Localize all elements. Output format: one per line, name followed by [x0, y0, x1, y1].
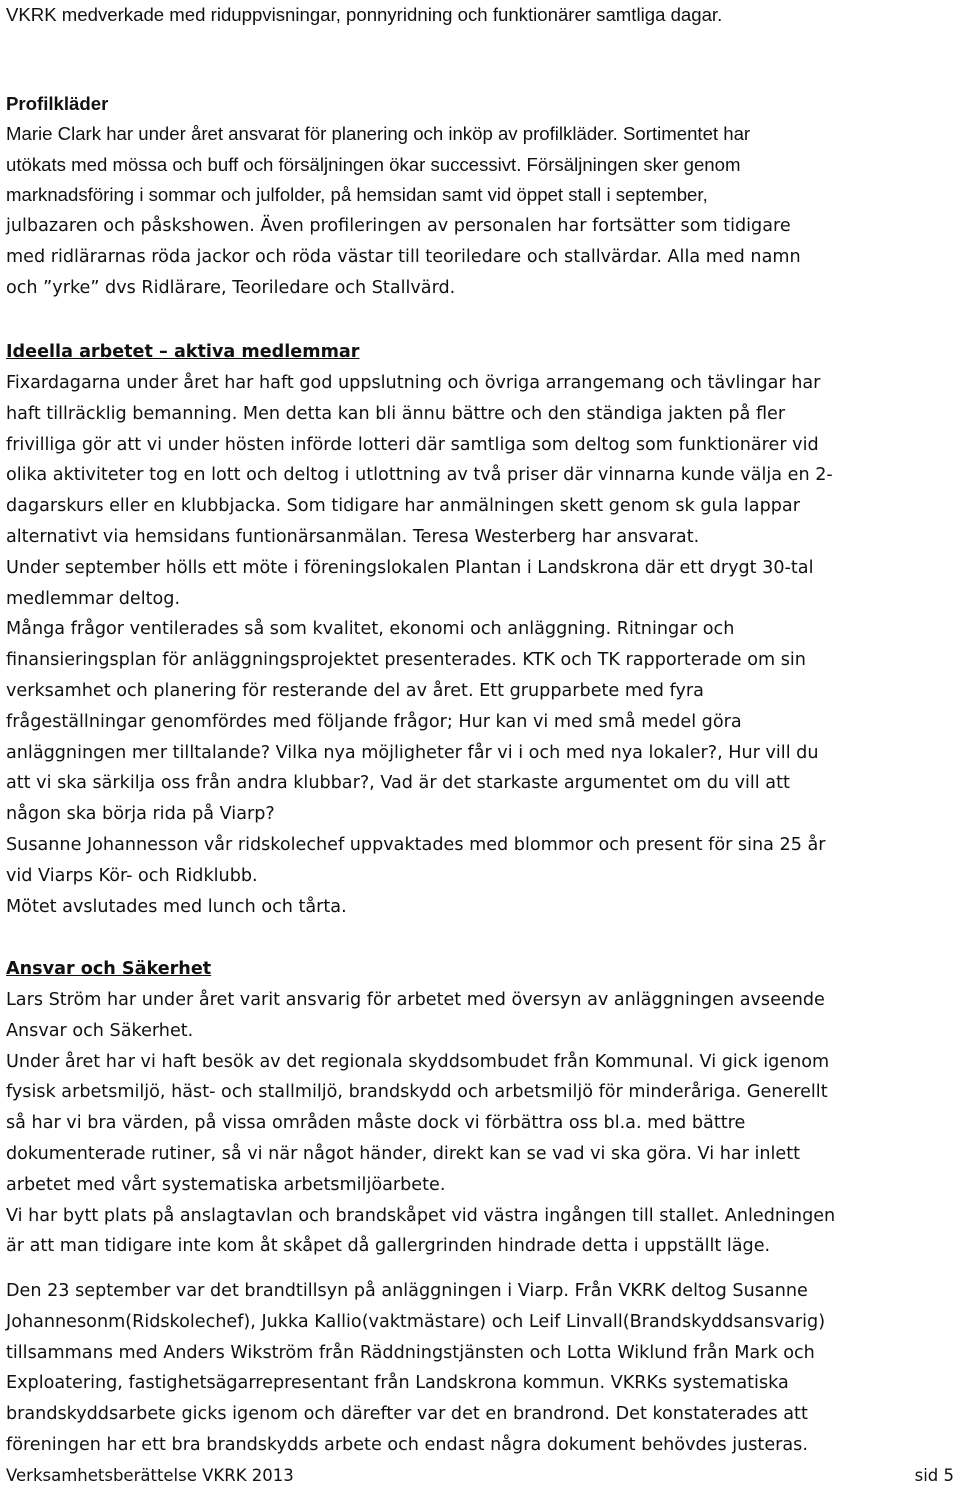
ideella-paragraph — [6, 368, 833, 922]
paragraph-line: Många frågor ventilerades så som kvalitet, ekonomi och anläggning. Ritningar och — [6, 619, 735, 640]
paragraph-line: Under september hölls ett möte i föreningslokalen Plantan i Landskrona där ett drygt 30-tal — [6, 557, 814, 578]
paragraph-line: finansieringsplan för anläggningsprojektet presenterades. KTK och TK rapporterade om sin — [6, 650, 806, 671]
ansvar-heading: Ansvar och Säkerhet — [6, 959, 212, 979]
intro-line: VKRK medverkade med riduppvisningar, ponnyridning och funktionärer samtliga dagar. — [6, 4, 723, 25]
paragraph-line: verksamhet och planering för resterande del av året. Ett grupparbete med fyra — [6, 680, 704, 701]
paragraph-line: haft tillräcklig bemanning. Men detta kan bli ännu bättre och den ständiga jakten på fler — [6, 403, 786, 424]
paragraph-line: vid Viarps Kör- och Ridklubb. — [6, 865, 258, 886]
paragraph-line: Vi har bytt plats på anslagtavlan och brandskåpet vid västra ingången till stallet. Anledningen — [6, 1205, 836, 1226]
paragraph-line: så har vi bra värden, på vissa områden måste dock vi förbättra oss bl.a. med bättre — [6, 1113, 746, 1134]
paragraph-line: utökats med mössa och buff och försäljningen ökar successivt. Försäljningen sker genom — [6, 153, 741, 175]
paragraph-line: dagarskurs eller en klubbjacka. Som tidigare har anmälningen skett genom sk gula lappar — [6, 496, 800, 517]
profilklader-paragraph-cont — [6, 211, 801, 303]
paragraph-line: arbetet med vårt systematiska arbetsmiljöarbete. — [6, 1174, 446, 1195]
paragraph-line: Exploatering, fastighetsägarrepresentant från Landskrona kommun. VKRKs systematiska — [6, 1373, 789, 1394]
paragraph-line: föreningen har ett bra brandskydds arbete och endast några dokument behövdes justeras. — [6, 1434, 808, 1455]
paragraph-line: brandskyddsarbete gicks igenom och därefter var det en brandrond. Det konstaterades att — [6, 1404, 808, 1425]
paragraph-line: att vi ska särkilja oss från andra klubbar?, Vad är det starkaste argumentet om du vill att — [6, 773, 790, 794]
paragraph-line: Marie Clark har under året ansvarat för planering och inköp av profilkläder. Sortimentet har — [6, 123, 751, 144]
profilklader-paragraph — [6, 119, 750, 211]
paragraph-line: Under året har vi haft besök av det regionala skyddsombudet från Kommunal. Vi gick igenom — [6, 1051, 830, 1072]
page-number: sid 5 — [914, 1466, 954, 1485]
paragraph-line: någon ska börja rida på Viarp? — [6, 804, 275, 825]
paragraph-line: och ”yrke” dvs Ridlärare, Teoriledare och Stallvärd. — [6, 277, 456, 298]
paragraph-line: Lars Ström har under året varit ansvarig för arbetet med översyn av anläggningen avseende — [6, 990, 825, 1010]
paragraph-line: Den 23 september var det brandtillsyn på anläggningen i Viarp. Från VKRK deltog Susanne — [6, 1281, 808, 1301]
paragraph-line: anläggningen mer tilltalande? Vilka nya möjligheter får vi i och med nya lokaler?, Hur vill du — [6, 742, 819, 763]
paragraph-line: fysisk arbetsmiljö, häst- och stallmiljö, brandskydd och arbetsmiljö för minderåriga. Generellt — [6, 1082, 828, 1103]
paragraph-line: Johannesonm(Ridskolechef), Jukka Kallio(vaktmästare) och Leif Linvall(Brandskyddsansvarig) — [6, 1311, 826, 1332]
paragraph-line: julbazaren och påskshowen. Även profileringen av personalen har fortsätter som tidigare — [6, 216, 791, 236]
paragraph-line: Susanne Johannesson vår ridskolechef uppvaktades med blommor och present för sina 25 år — [6, 834, 826, 855]
paragraph-line: olika aktiviteter tog en lott och deltog i utlottning av två priser där vinnarna kunde välja en 2- — [6, 465, 833, 486]
paragraph-line: dokumenterade rutiner, så vi när något händer, direkt kan se vad vi ska göra. Vi har inlett — [6, 1143, 800, 1164]
ansvar-paragraph — [6, 985, 835, 1262]
paragraph-line: frivilliga gör att vi under hösten införde lotteri där samtliga som deltog som funktionärer vid — [6, 434, 819, 455]
paragraph-line: Ansvar och Säkerhet. — [6, 1020, 194, 1041]
paragraph-line: alternativt via hemsidans funtionärsanmälan. Teresa Westerberg har ansvarat. — [6, 526, 700, 547]
paragraph-line: marknadsföring i sommar och julfolder, på hemsidan samt vid öppet stall i september, — [6, 184, 708, 205]
footer-title: Verksamhetsberättelse VKRK 2013 — [6, 1466, 294, 1485]
profilklader-heading: Profilkläder — [6, 93, 109, 114]
paragraph-line: är att man tidigare inte kom åt skåpet då gallergrinden hindrade detta i uppställt läge. — [6, 1236, 771, 1257]
ansvar-paragraph-2 — [6, 1276, 825, 1461]
paragraph-line: Mötet avslutades med lunch och tårta. — [6, 896, 347, 917]
paragraph-line: tillsammans med Anders Wikström från Räddningstjänsten och Lotta Wiklund från Mark och — [6, 1342, 815, 1363]
paragraph-line: Fixardagarna under året har haft god uppslutning och övriga arrangemang och tävlingar har — [6, 373, 821, 393]
paragraph-line: medlemmar deltog. — [6, 588, 181, 609]
paragraph-line: frågeställningar genomfördes med följande frågor; Hur kan vi med små medel göra — [6, 711, 742, 732]
ideella-heading: Ideella arbetet – aktiva medlemmar — [6, 342, 360, 362]
paragraph-line: med ridlärarnas röda jackor och röda västar till teoriledare och stallvärdar. Alla med namn — [6, 246, 801, 267]
